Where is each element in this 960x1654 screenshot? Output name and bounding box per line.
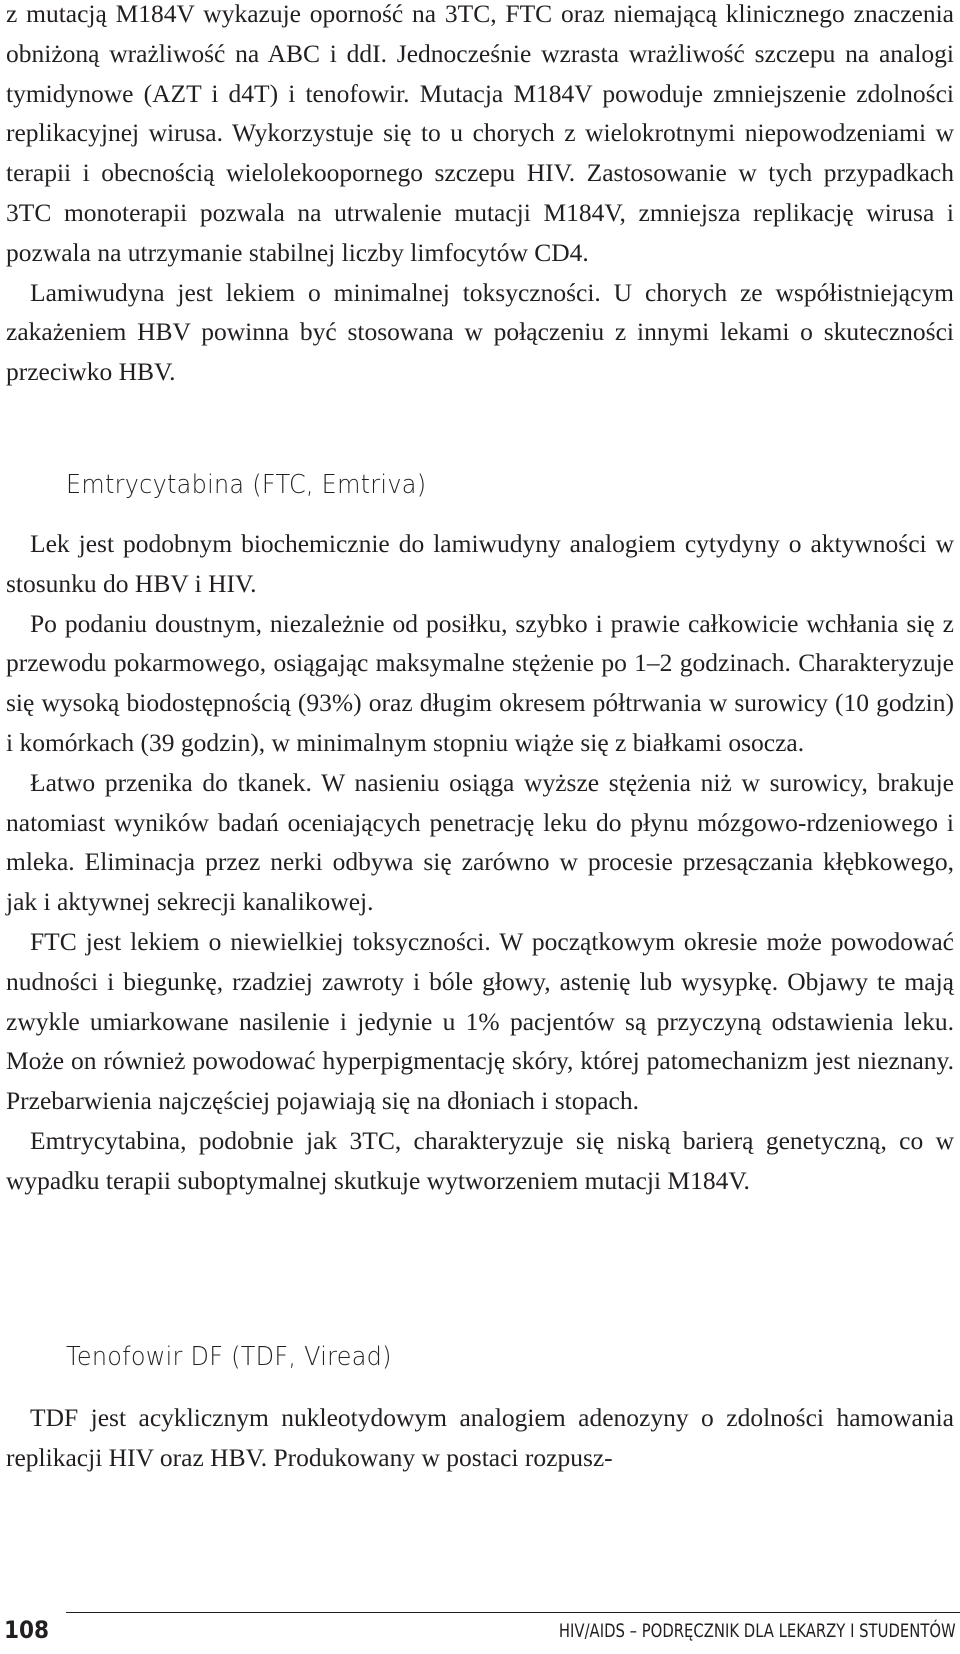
paragraph: FTC jest lekiem o niewielkiej toksyczności. W początkowym okresie może powodować nudności i biegunkę, rzadziej zawroty i bóle głowy, astenię lub wysypkę. Objawy te mają zwykle umiarkowane nasilenie i jedynie u 1% pacjentów są przyczyną odstawienia leku. Może on również powodować hyperpigmentację skóry, której patomechanizm jest nieznany. Przebarwienia najczęściej pojawiają się na dłoniach i stopach. [6, 926, 954, 1116]
page-number: 108 [4, 1616, 50, 1644]
text-block-lamivudine [6, 0, 954, 392]
section-heading-emtricitabine: Emtrycytabina (FTC, Emtriva) [66, 470, 427, 500]
paragraph: Po podaniu doustnym, niezależnie od posiłku, szybko i prawie całkowicie wchłania się z przewodu pokarmowego, osiągając maksymalne stężenie po 1–2 godzinach. Charakteryzuje się wysoką biodostępnością (93%) oraz długim okresem półtrwania w surowicy (10 godzin) i komórkach (39 godzin), w minimalnym stopniu wiąże się z białkami osocza. [6, 608, 954, 757]
text-block-tenofovir [6, 1398, 954, 1478]
footer-divider [66, 1612, 960, 1613]
paragraph: Łatwo przenika do tkanek. W nasieniu osiąga wyższe stężenia niż w surowicy, brakuje natomiast wyników badań oceniających penetrację leku do płynu mózgowo-rdzeniowego i mleka. Eliminacja przez nerki odbywa się zarówno w procesie przesączania kłębkowego, jak i aktywnej sekrecji kanalikowej. [6, 767, 954, 917]
paragraph: TDF jest acyklicznym nukleotydowym analogiem adenozyny o zdolności hamowania replikacji HIV oraz HBV. Produkowany w postaci rozpusz- [6, 1403, 954, 1472]
running-title: HIV/AIDS – PODRĘCZNIK DLA LEKARZY I STUDENTÓW [559, 1620, 956, 1642]
text-block-emtricitabine [6, 524, 954, 1201]
paragraph: Emtrycytabina, podobnie jak 3TC, charakteryzuje się niską barierą genetyczną, co w wypadku terapii suboptymalnej skutkuje wytworzeniem mutacji M184V. [6, 1125, 954, 1195]
paragraph: Lamiwudyna jest lekiem o minimalnej toksyczności. U chorych ze współistniejącym zakażeniem HBV powinna być stosowana w połączeniu z innymi lekami o skuteczności przeciwko HBV. [6, 277, 954, 387]
paragraph: z mutacją M184V wykazuje oporność na 3TC, FTC oraz niemającą klinicznego znaczenia obniżoną wrażliwość na ABC i ddI. Jednocześnie wzrasta wrażliwość szczepu na analogi tymidynowe (AZT i d4T) i tenofowir. Mutacja M184V powoduje zmniejszenie zdolności replikacyjnej wirusa. Wykorzystuje się to u chorych z wielokrotnymi niepowodzeniami w terapii i obecnością wielolekoopornego szczepu HIV. Zastosowanie w tych przypadkach 3TC monoterapii pozwala na utrwalenie mutacji M184V, zmniejsza replikację wirusa i pozwala na utrzymanie stabilnej liczby limfocytów CD4. [6, 0, 954, 267]
paragraph: Lek jest podobnym biochemicznie do lamiwudyny analogiem cytydyny o aktywności w stosunku do HBV i HIV. [6, 529, 954, 598]
section-heading-tenofovir: Tenofowir DF (TDF, Viread) [66, 1342, 392, 1372]
